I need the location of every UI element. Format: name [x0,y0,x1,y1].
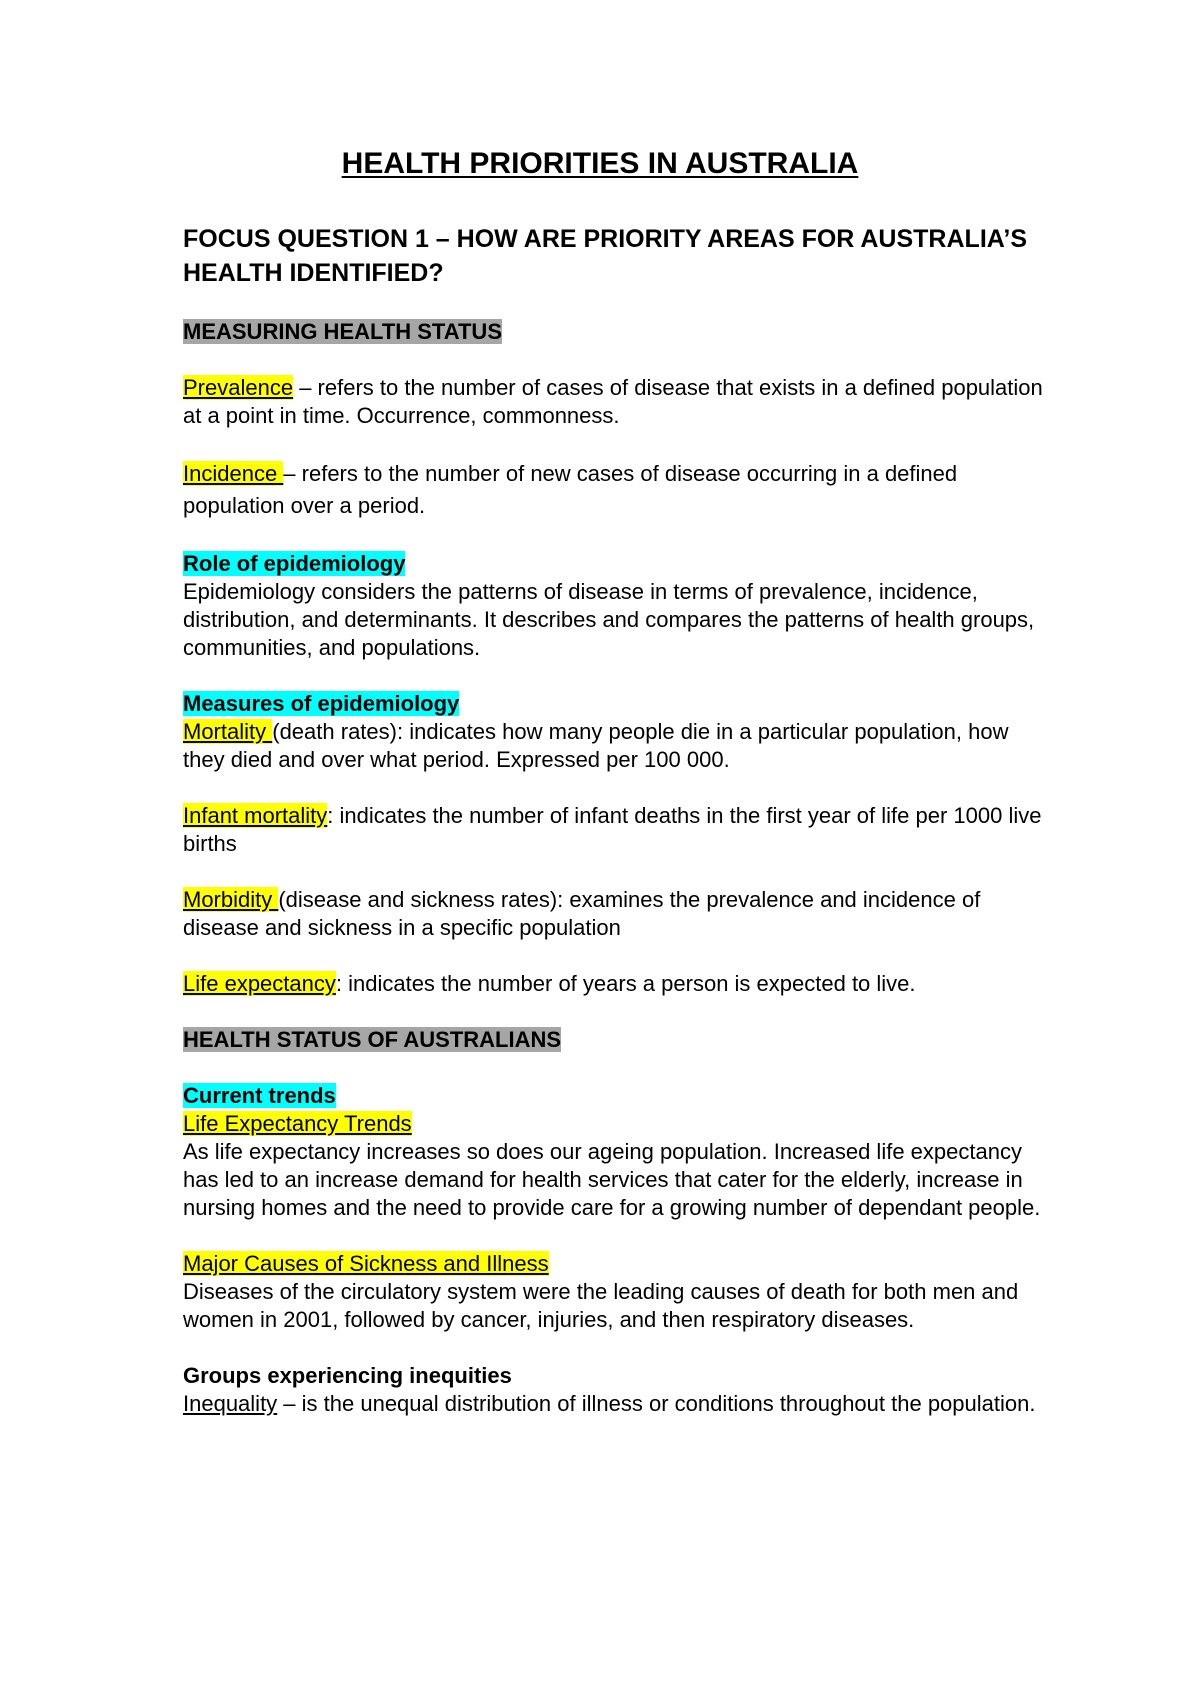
major-causes-term: Major Causes of Sickness and Illness [183,1251,549,1276]
document-body [183,222,1043,1418]
section-heading-measuring [183,318,1043,346]
le-trends-term: Life Expectancy Trends [183,1111,412,1136]
incidence-text: – refers to the number of new cases of disease occurring in a defined population over a period. [183,461,958,518]
section-heading-text: MEASURING HEALTH STATUS [183,319,502,344]
document-title [0,146,1200,182]
focus-question: FOCUS QUESTION 1 – HOW ARE PRIORITY AREAS FOR AUSTRALIA’S HEALTH IDENTIFIED? [183,225,1028,287]
inequality-term: Inequality [183,1391,278,1416]
role-heading [183,550,1043,578]
inequality-definition [183,1390,1043,1418]
role-heading-text: Role of epidemiology [183,551,406,576]
inequality-text: – is the unequal distribution of illness or conditions throughout the population. [277,1391,1036,1416]
life-expectancy-term: Life expectancy [183,971,336,996]
morbidity-text: (disease and sickness rates): examines the prevalence and incidence of disease and sickness in a specific population [183,887,981,940]
le-trends-heading [183,1110,1043,1138]
mortality-definition [183,718,1043,774]
mortality-term: Mortality [183,719,273,744]
mortality-text: (death rates): indicates how many people die in a particular population, how they died and over what period. Expressed per 100 000. [183,719,1009,772]
current-trends-text: Current trends [183,1083,336,1108]
infant-mortality-definition [183,802,1043,858]
prevalence-text: – refers to the number of cases of disease that exists in a defined population at a point in time. Occurrence, commonness. [183,375,1043,428]
infant-mortality-term: Infant mortality [183,803,328,828]
major-causes-heading [183,1250,1043,1278]
le-trends-paragraph: As life expectancy increases so does our ageing population. Increased life expectancy has led to an increase demand for health services that cater for the elderly, increase in nursing homes and the need to provide care for a growing number of dependant people. [183,1139,1041,1220]
incidence-definition [183,458,1043,522]
section-heading-health-status [183,1026,1043,1054]
measures-heading [183,690,1043,718]
prevalence-term: Prevalence [183,375,294,400]
title-text: HEALTH PRIORITIES IN AUSTRALIA [341,147,859,180]
incidence-term: Incidence [183,461,284,486]
infant-mortality-text: : indicates the number of infant deaths in the first year of life per 1000 live births [183,803,1042,856]
current-trends-heading [183,1082,1043,1110]
life-expectancy-definition [183,970,1043,998]
prevalence-definition [183,374,1043,430]
morbidity-definition [183,886,1043,942]
groups-heading: Groups experiencing inequities [183,1363,512,1388]
role-paragraph: Epidemiology considers the patterns of disease in terms of prevalence, incidence, distribution, and determinants. It describes and compares the patterns of health groups, communities, and populations. [183,579,1035,660]
morbidity-term: Morbidity [183,887,279,912]
life-expectancy-text: : indicates the number of years a person is expected to live. [335,971,916,996]
measures-heading-text: Measures of epidemiology [183,691,460,716]
major-causes-paragraph: Diseases of the circulatory system were the leading causes of death for both men and women in 2001, followed by cancer, injuries, and then respiratory diseases. [183,1279,1019,1332]
section-heading-text: HEALTH STATUS OF AUSTRALIANS [183,1027,562,1052]
